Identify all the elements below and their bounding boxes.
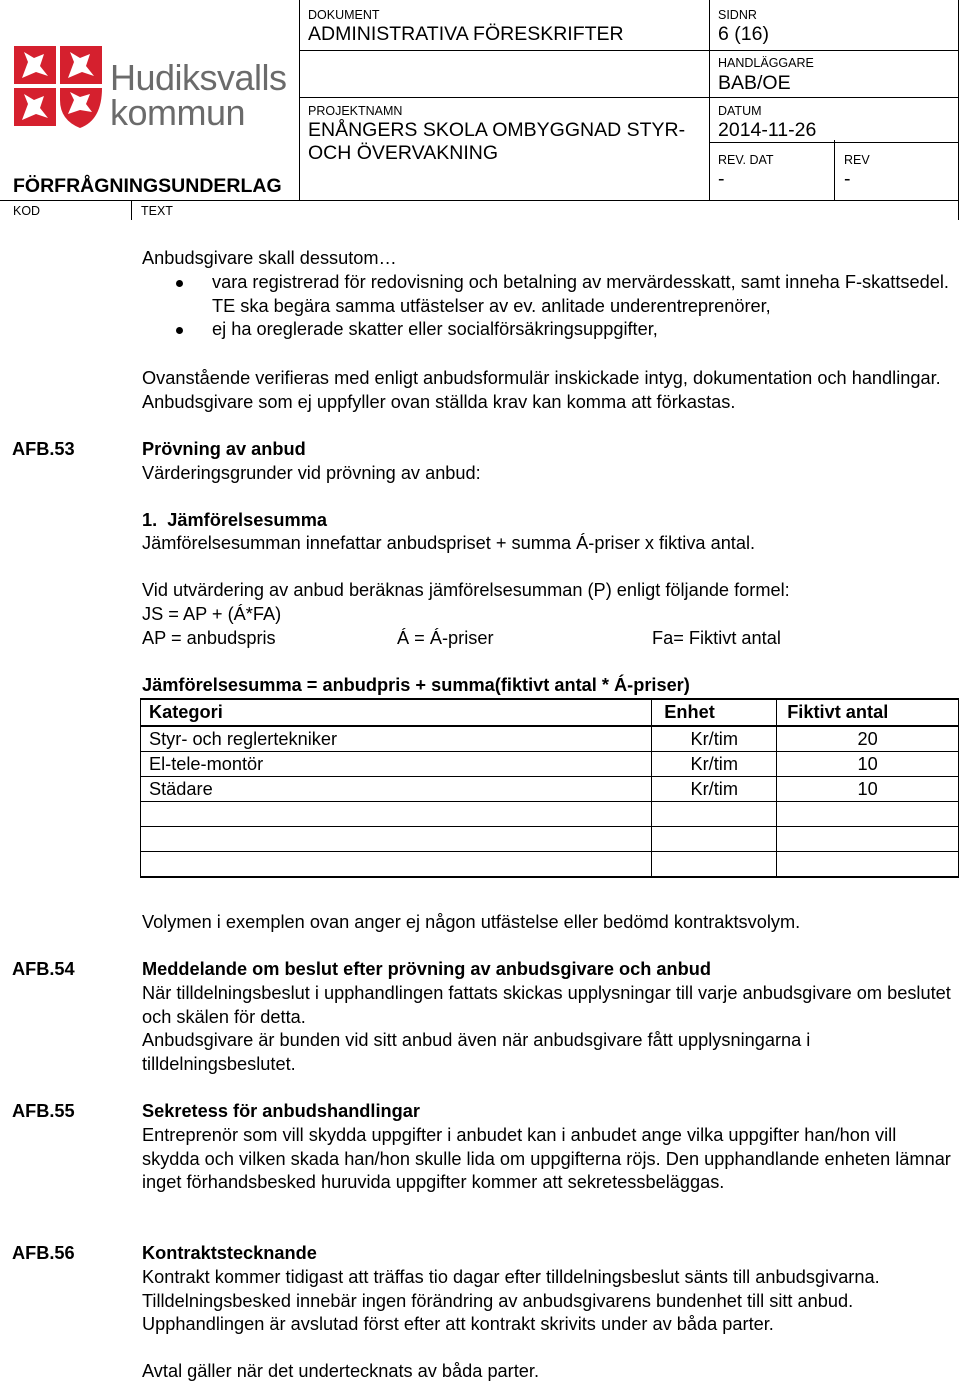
- table-cell: 20: [777, 726, 959, 752]
- table-row: [141, 726, 959, 752]
- table-header-kategori: Kategori: [141, 699, 652, 726]
- afb54-title: Meddelande om beslut efter prövning av anbudsgivare och anbud: [142, 959, 711, 979]
- afb53-title: Prövning av anbud: [142, 439, 306, 459]
- afb55-text: Entreprenör som vill skydda uppgifter i anbudet kan i anbudet ange vilka uppgifter han/hon vill skydda och vilken skada han/hon skulle lida om uppgifterna röjs. Den upphandlande enheten lämnar inget förhandsbesked huruvida uppgifter kommer att sekretessbeläggas.: [142, 1125, 951, 1192]
- category-table: [140, 698, 959, 878]
- afb56-title: Kontraktstecknande: [142, 1243, 317, 1263]
- afb54-text1: När tilldelningsbeslut i upphandlingen fattats skickas upplysningar till varje anbudsgivare om beslutet och skälen för detta.: [142, 983, 951, 1027]
- afb53-eval-text: Vid utvärdering av anbud beräknas jämförelsesumman (P) enligt följande formel:: [142, 580, 790, 600]
- projektnamn-line2: OCH ÖVERVAKNING: [308, 142, 498, 164]
- table-cell: [777, 852, 959, 878]
- afb54-code: AFB.54: [12, 959, 75, 979]
- dokument-label: DOKUMENT: [308, 8, 380, 22]
- sidnr-value: 6 (16): [718, 23, 769, 45]
- datum-label: DATUM: [718, 104, 762, 118]
- table-cell: [652, 827, 777, 852]
- table-cell: Kr/tim: [652, 726, 777, 752]
- bullet-icon: [176, 327, 183, 334]
- afb55-code: AFB.55: [12, 1101, 75, 1121]
- table-cell: El-tele-montör: [141, 752, 652, 777]
- dokument-value: ADMINISTRATIVA FÖRESKRIFTER: [308, 23, 624, 45]
- doc-type: FÖRFRÅGNINGSUNDERLAG: [13, 175, 282, 197]
- afb53-code: AFB.53: [12, 439, 75, 459]
- afb53-point-title: 1. Jämförelsesumma: [142, 510, 328, 530]
- afb53-volume-note: Volymen i exemplen ovan anger ej någon utfästelse eller bedömd kontraktsvolym.: [142, 912, 801, 932]
- afb54-text2: Anbudsgivare är bunden vid sitt anbud även när anbudsgivare fått upplysningarna i tilldelningsbeslutet.: [142, 1030, 811, 1074]
- afb55-title: Sekretess för anbudshandlingar: [142, 1101, 420, 1121]
- sidnr-label: SIDNR: [718, 8, 757, 22]
- afb56-text2: Avtal gäller när det undertecknats av båda parter.: [142, 1361, 540, 1381]
- bullet-icon: [176, 280, 183, 287]
- text-label: TEXT: [141, 204, 173, 218]
- table-cell: [141, 827, 652, 852]
- afb56-code: AFB.56: [12, 1243, 75, 1263]
- goat-crest-icon: [10, 40, 106, 132]
- table-row: [141, 752, 959, 777]
- handlaggare-label: HANDLÄGGARE: [718, 56, 814, 70]
- table-header-fiktivt-antal: Fiktivt antal: [777, 699, 959, 726]
- afb56-text1: Kontrakt kommer tidigast att träffas tio dagar efter tilldelningsbeslut sänts till anbudsgivarna. Tilldelningsbesked innebär ingen förändring av anbudsgivarens bundenhet till sitt anbud. Upphandlingen är avslutad först efter att kontrakt skrivits under av båda parter.: [142, 1267, 880, 1334]
- logo: [10, 40, 295, 132]
- handlaggare-value: BAB/OE: [718, 72, 791, 94]
- bullet-text: ej ha oreglerade skatter eller socialförsäkringsuppgifter,: [212, 319, 658, 339]
- table-row: [141, 777, 959, 802]
- intro-verify-text: Ovanstående verifieras med enligt anbudsformulär inskickade intyg, dokumentation och handlingar. Anbudsgivare som ej uppfyller ovan ställda krav kan komma att förkastas.: [142, 368, 941, 412]
- revdat-label: REV. DAT: [718, 153, 774, 167]
- datum-value: 2014-11-26: [718, 119, 817, 141]
- afb53-subtitle: Värderingsgrunder vid prövning av anbud:: [142, 463, 481, 483]
- table-row: [141, 802, 959, 827]
- table-cell: Kr/tim: [652, 752, 777, 777]
- revdat-value: -: [718, 168, 725, 190]
- table-cell: [141, 852, 652, 878]
- table-row: [141, 827, 959, 852]
- bullet-text: vara registrerad för redovisning och betalning av mervärdesskatt, samt inneha F-skattsedel. TE ska begära samma utfästelser av ev. anlitade underentreprenörer,: [212, 272, 949, 316]
- rev-value: -: [844, 168, 851, 190]
- table-cell: [652, 802, 777, 827]
- afb53-ap-def: AP = anbudspris: [142, 628, 276, 648]
- projektnamn-label: PROJEKTNAMN: [308, 104, 403, 118]
- logo-text-line1: Hudiksvalls: [110, 57, 287, 98]
- table-header-enhet: Enhet: [652, 699, 777, 726]
- table-header-row: [141, 699, 959, 726]
- afb53-point-text: Jämförelsesumman innefattar anbudspriset + summa Á-priser x fiktiva antal.: [142, 533, 756, 553]
- afb53-fa-def: Fa= Fiktivt antal: [652, 628, 781, 648]
- afb53-a-def: Á = Á-priser: [397, 628, 494, 648]
- table-cell: Städare: [141, 777, 652, 802]
- table-row: [141, 852, 959, 878]
- table-cell: Styr- och reglertekniker: [141, 726, 652, 752]
- logo-text-line2: kommun: [110, 92, 246, 133]
- table-cell: [652, 852, 777, 878]
- table-cell: [141, 802, 652, 827]
- projektnamn-line1: ENÅNGERS SKOLA OMBYGGNAD STYR-: [308, 119, 686, 141]
- afb53-formula: JS = AP + (Á*FA): [142, 604, 282, 624]
- table-cell: [777, 827, 959, 852]
- table-cell: Kr/tim: [652, 777, 777, 802]
- kod-label: KOD: [13, 204, 41, 218]
- rev-label: REV: [844, 153, 870, 167]
- table-cell: 10: [777, 777, 959, 802]
- table-cell: 10: [777, 752, 959, 777]
- table-cell: [777, 802, 959, 827]
- afb53-table-title: Jämförelsesumma = anbudpris + summa(fiktivt antal * Á-priser): [142, 675, 690, 695]
- intro-lead: Anbudsgivare skall dessutom…: [142, 248, 397, 268]
